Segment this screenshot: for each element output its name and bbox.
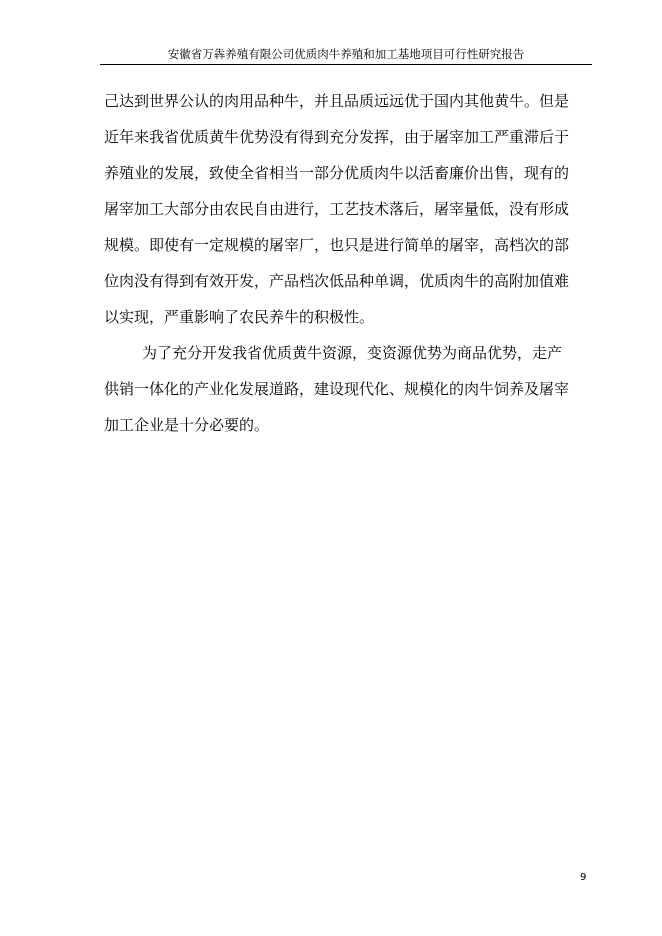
document-body [104, 88, 598, 448]
text-line: 己达到世界公认的肉用品种牛，并且品质远远优于国内其他黄牛。但是 [104, 92, 570, 110]
text-line: 为了充分开发我省优质黄牛资源，变资源优势为商品优势，走产 [142, 344, 563, 362]
text-line: 规模。即使有一定规模的屠宰厂，也只是进行简单的屠宰，高档次的部 [104, 236, 570, 254]
text-line: 屠宰加工大部分由农民自由进行，工艺技术落后，屠宰量低，没有形成 [104, 200, 570, 218]
text-line: 加工企业是十分必要的。 [104, 416, 270, 434]
text-line: 供销一体化的产业化发展道路，建设现代化、规模化的肉牛饲养及屠宰 [104, 380, 570, 398]
text-line: 以实现，严重影响了农民养牛的积极性。 [104, 308, 375, 326]
header-divider [100, 64, 592, 65]
page-header: 安徽省万犇养殖有限公司优质肉牛养殖和加工基地项目可行性研究报告 [167, 47, 525, 61]
page-number: 9 [580, 872, 587, 883]
paragraph-2 [104, 340, 598, 448]
text-line: 位肉没有得到有效开发，产品档次低品种单调，优质肉牛的高附加值难 [104, 272, 570, 290]
text-line: 近年来我省优质黄牛优势没有得到充分发挥，由于屠宰加工严重滞后于 [104, 128, 570, 146]
paragraph-1 [104, 88, 598, 340]
text-line: 养殖业的发展，致使全省相当一部分优质肉牛以活畜廉价出售，现有的 [104, 164, 570, 182]
